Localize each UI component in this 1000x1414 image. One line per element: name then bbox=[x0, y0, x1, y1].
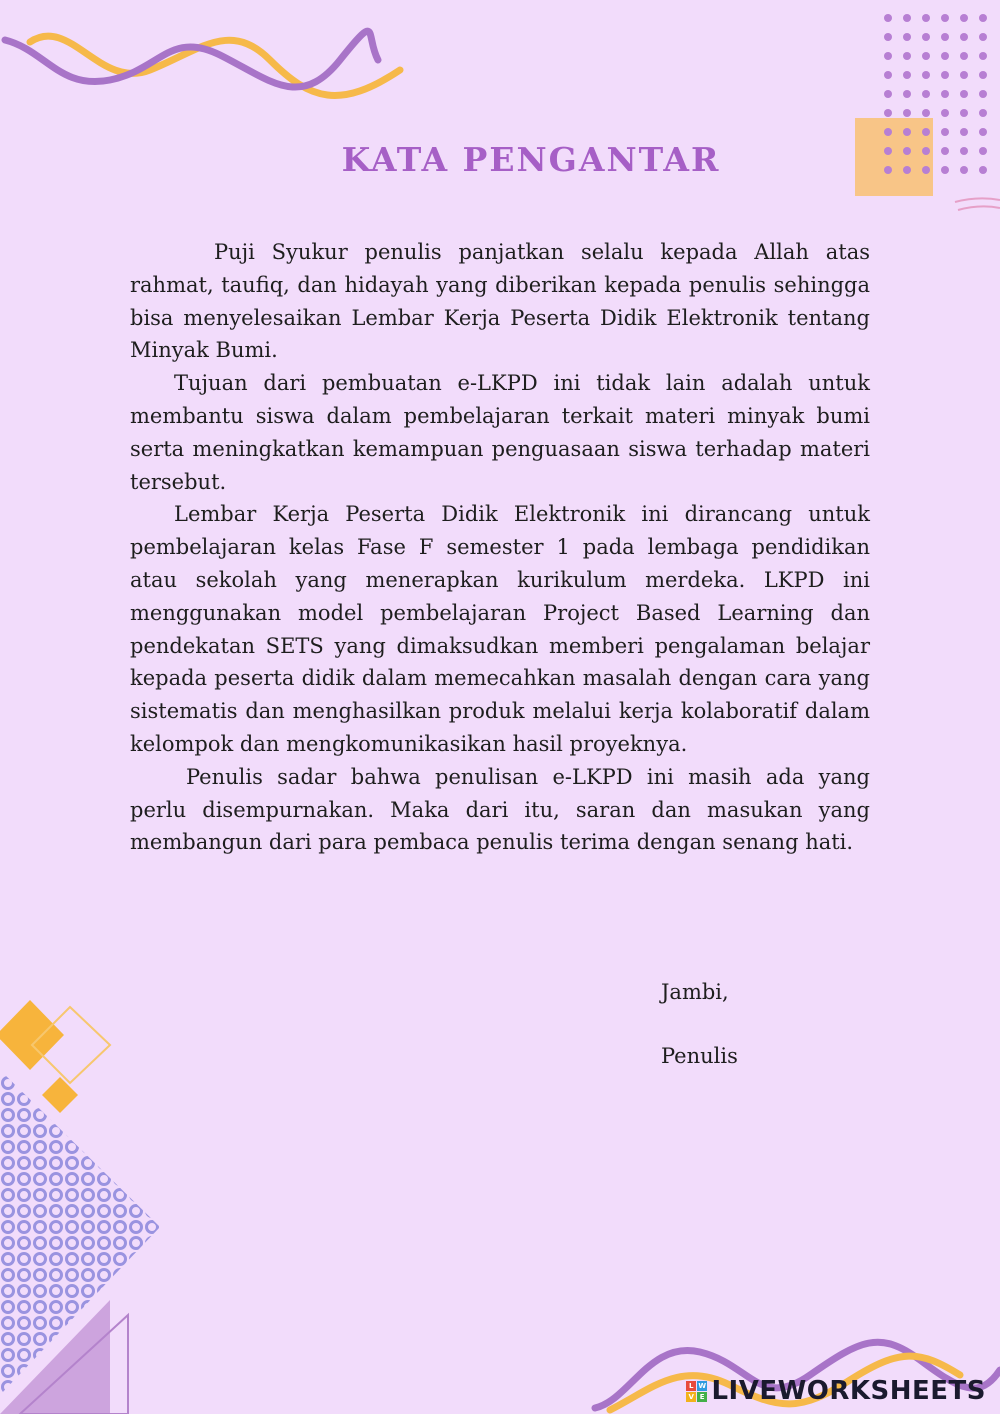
liveworksheets-logo-icon bbox=[686, 1381, 707, 1402]
brand-name: LIVEWORKSHEETS bbox=[711, 1376, 986, 1406]
logo-letter: V bbox=[686, 1392, 696, 1402]
paragraph: Penulis sadar bahwa penulisan e-LKPD ini masih ada yang perlu disempurnakan. Maka dari itu, saran dan masukan yang membangun dari para pembaca penulis terima dengan senang hati. bbox=[130, 764, 870, 855]
body-text bbox=[130, 236, 870, 859]
paragraph: Tujuan dari pembuatan e-LKPD ini tidak lain adalah untuk membantu siswa dalam pembelajaran terkait materi minyak bumi serta meningkatkan kemampuan penguasaan siswa terhadap materi tersebut. bbox=[130, 371, 870, 494]
paragraph: Puji Syukur penulis panjatkan selalu kepada Allah atas rahmat, taufiq, dan hidayah yang diberikan kepada penulis sehingga bisa menyelesaikan Lembar Kerja Peserta Didik Elektronik tentang Minyak Bumi. bbox=[130, 240, 870, 363]
logo-letter: E bbox=[697, 1392, 707, 1402]
wave-decoration-top bbox=[0, 20, 420, 110]
page-title: KATA PENGANTAR bbox=[341, 140, 721, 179]
logo-letter: W bbox=[698, 1381, 707, 1390]
liveworksheets-brand[interactable] bbox=[686, 1376, 986, 1406]
paragraph: Lembar Kerja Peserta Didik Elektronik ini dirancang untuk pembelajaran kelas Fase F semester 1 pada lembaga pendidikan atau sekolah yang menerapkan kurikulum merdeka. LKPD ini menggunakan model pembelajaran Project Based Learning dan pendekatan SETS yang dimaksudkan memberi pengalaman belajar kepada peserta didik dalam memecahkan masalah dengan cara yang sistematis dan menghasilkan produk melalui kerja kolaboratif dalam kelompok dan mengkomunikasikan hasil proyeknya. bbox=[130, 502, 870, 756]
logo-letter: L bbox=[686, 1381, 696, 1391]
diamond-pattern-decoration bbox=[0, 995, 175, 1414]
place-date: Jambi, bbox=[661, 980, 729, 1004]
dot-grid-decoration bbox=[850, 10, 1000, 220]
signature-author: Penulis bbox=[661, 1044, 738, 1068]
